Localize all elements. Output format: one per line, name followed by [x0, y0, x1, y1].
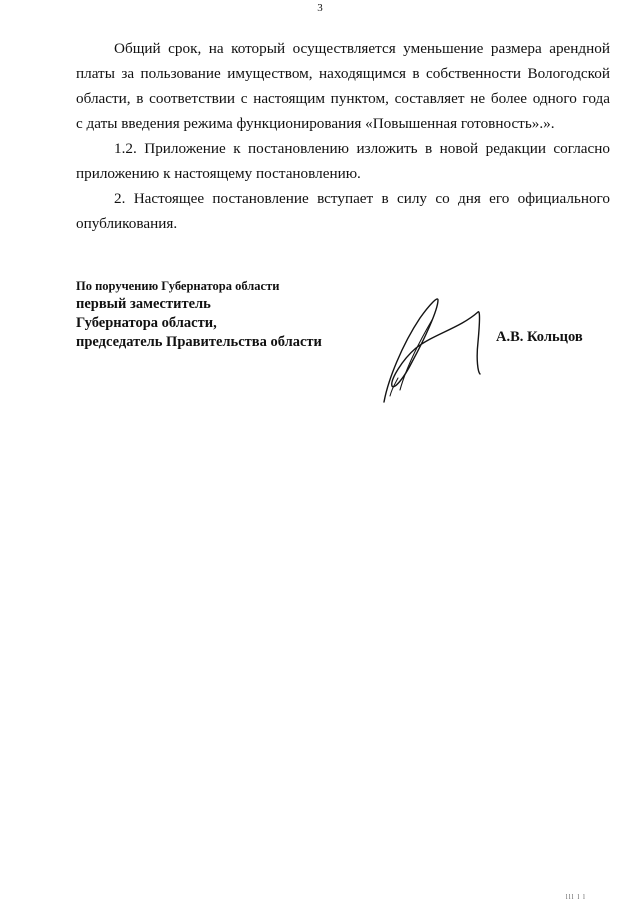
- paragraph-line: платы за пользование имуществом, находящимся в собственности Вологодской: [76, 65, 610, 82]
- paragraph-line: с даты введения режима функционирования «Повышенная готовность».».: [76, 115, 555, 132]
- document-body: [76, 36, 610, 236]
- paragraph-line: опубликования.: [76, 215, 178, 232]
- paragraph-line: Общий срок, на который осуществляется уменьшение размера арендной: [114, 40, 610, 57]
- paragraph-appendix: [76, 136, 610, 186]
- page-number: 3: [317, 2, 323, 14]
- paragraph-rent-term: [76, 36, 610, 136]
- signatory-name: А.В. Кольцов: [496, 329, 583, 345]
- signatory-position-line: председатель Правительства области: [76, 334, 322, 350]
- paragraph-line: приложению к настоящему постановлению.: [76, 165, 361, 182]
- paragraph-line: 2. Настоящее постановление вступает в силу со дня его официального: [114, 190, 610, 207]
- paragraph-line: области, в соответствии с настоящим пунктом, составляет не более одного года: [76, 90, 610, 107]
- signatory-position-line: первый заместитель: [76, 296, 211, 312]
- paragraph-effective-date: [76, 186, 610, 236]
- signatory-position-line: Губернатора области,: [76, 315, 217, 331]
- paragraph-line: 1.2. Приложение к постановлению изложить в новой редакции согласно: [114, 140, 610, 157]
- signatory-title-block: [76, 277, 322, 352]
- signatory-assignment: По поручению Губернатора области: [76, 279, 280, 293]
- footer-mark: lll l l: [565, 893, 586, 901]
- handwritten-signature: [372, 290, 502, 410]
